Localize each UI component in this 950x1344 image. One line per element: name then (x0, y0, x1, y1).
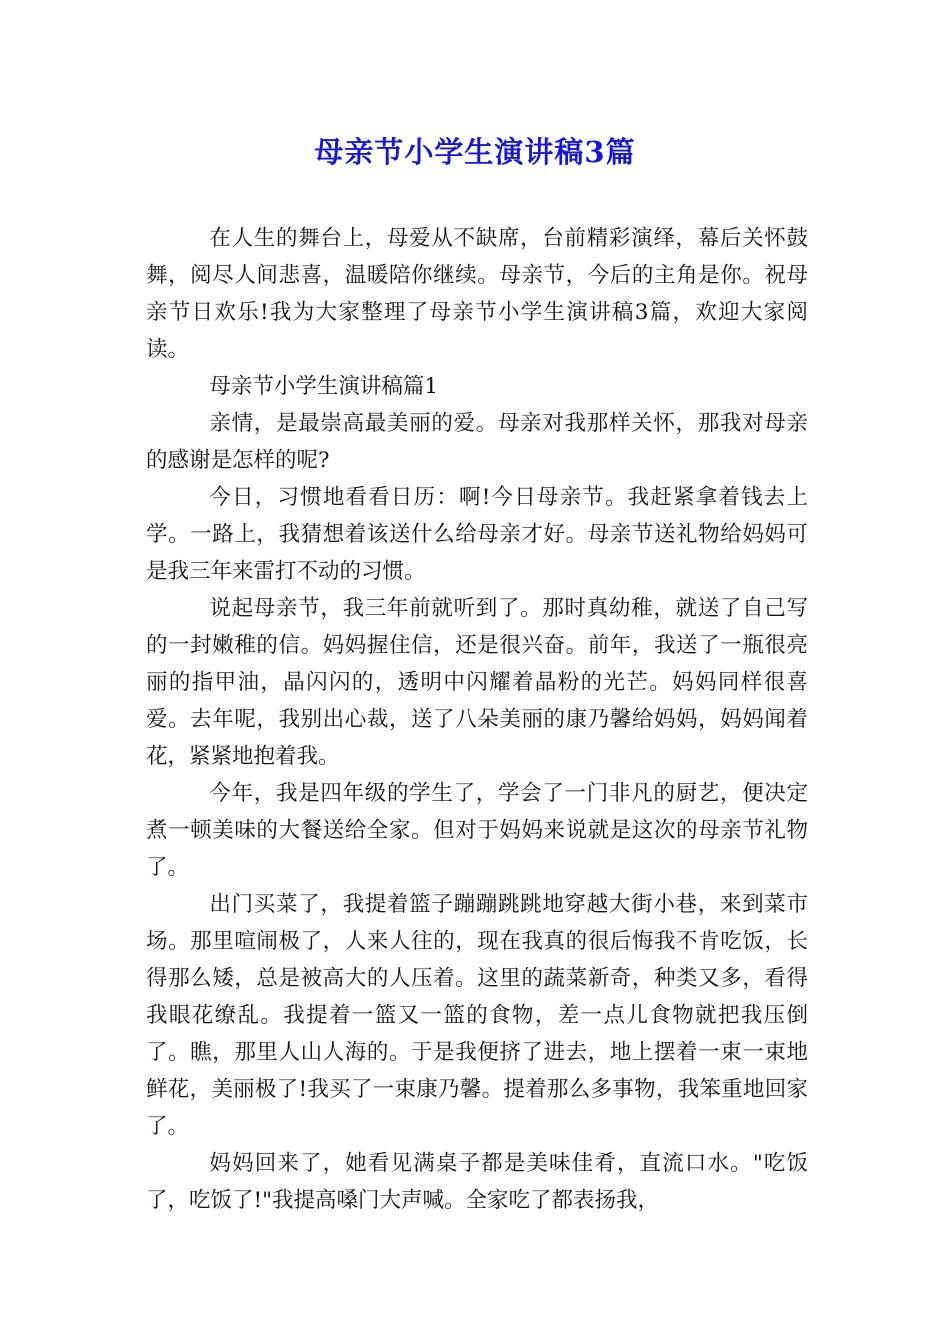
body-paragraph: 出门买菜了，我提着篮子蹦蹦跳跳地穿越大街小巷，来到菜市场。那里喧闹极了，人来人往的，现在我真的很后悔我不肯吃饭，长得那么矮，总是被高大的人压着。这里的蔬菜新奇，种类又多，看得我眼花缭乱。我提着一篮又一篮的食物，差一点儿食物就把我压倒了。瞧，那里人山人海的。于是我便挤了进去，地上摆着一束一束地鲜花，美丽极了!我买了一束康乃馨。提着那么多事物，我笨重地回家了。 (146, 892, 808, 1139)
body-paragraph: 今日，习惯地看看日历：啊!今日母亲节。我赶紧拿着钱去上学。一路上，我猜想着该送什么给母亲才好。母亲节送礼物给妈妈可是我三年来雷打不动的习惯。 (146, 485, 808, 584)
intro-paragraph: 在人生的舞台上，母爱从不缺席，台前精彩演绎，幕后关怀鼓舞，阅尽人间悲喜，温暖陪你继续。母亲节，今后的主角是你。祝母亲节日欢乐!我为大家整理了母亲节小学生演讲稿3篇，欢迎大家阅读。 (146, 226, 808, 362)
body-paragraph: 今年，我是四年级的学生了，学会了一门非凡的厨艺，便决定煮一顿美味的大餐送给全家。但对于妈妈来说就是这次的母亲节礼物了。 (146, 781, 808, 880)
document-body (146, 220, 808, 1219)
body-paragraph: 说起母亲节，我三年前就听到了。那时真幼稚，就送了自己写的一封嫩稚的信。妈妈握住信，还是很兴奋。前年，我送了一瓶很亮丽的指甲油，晶闪闪的，透明中闪耀着晶粉的光芒。妈妈同样很喜爱。去年呢，我别出心裁，送了八朵美丽的康乃馨给妈妈，妈妈闻着花，紧紧地抱着我。 (146, 596, 808, 769)
document-title: 母亲节小学生演讲稿3篇 (314, 135, 636, 169)
section-heading: 母亲节小学生演讲稿篇1 (209, 374, 439, 399)
body-paragraph: 妈妈回来了，她看见满桌子都是美味佳肴，直流口水。"吃饭了，吃饭了!"我提高嗓门大声喊。全家吃了都表扬我， (146, 1151, 808, 1213)
body-paragraph: 亲情，是最崇高最美丽的爱。母亲对我那样关怀，那我对母亲的感谢是怎样的呢? (146, 411, 808, 473)
